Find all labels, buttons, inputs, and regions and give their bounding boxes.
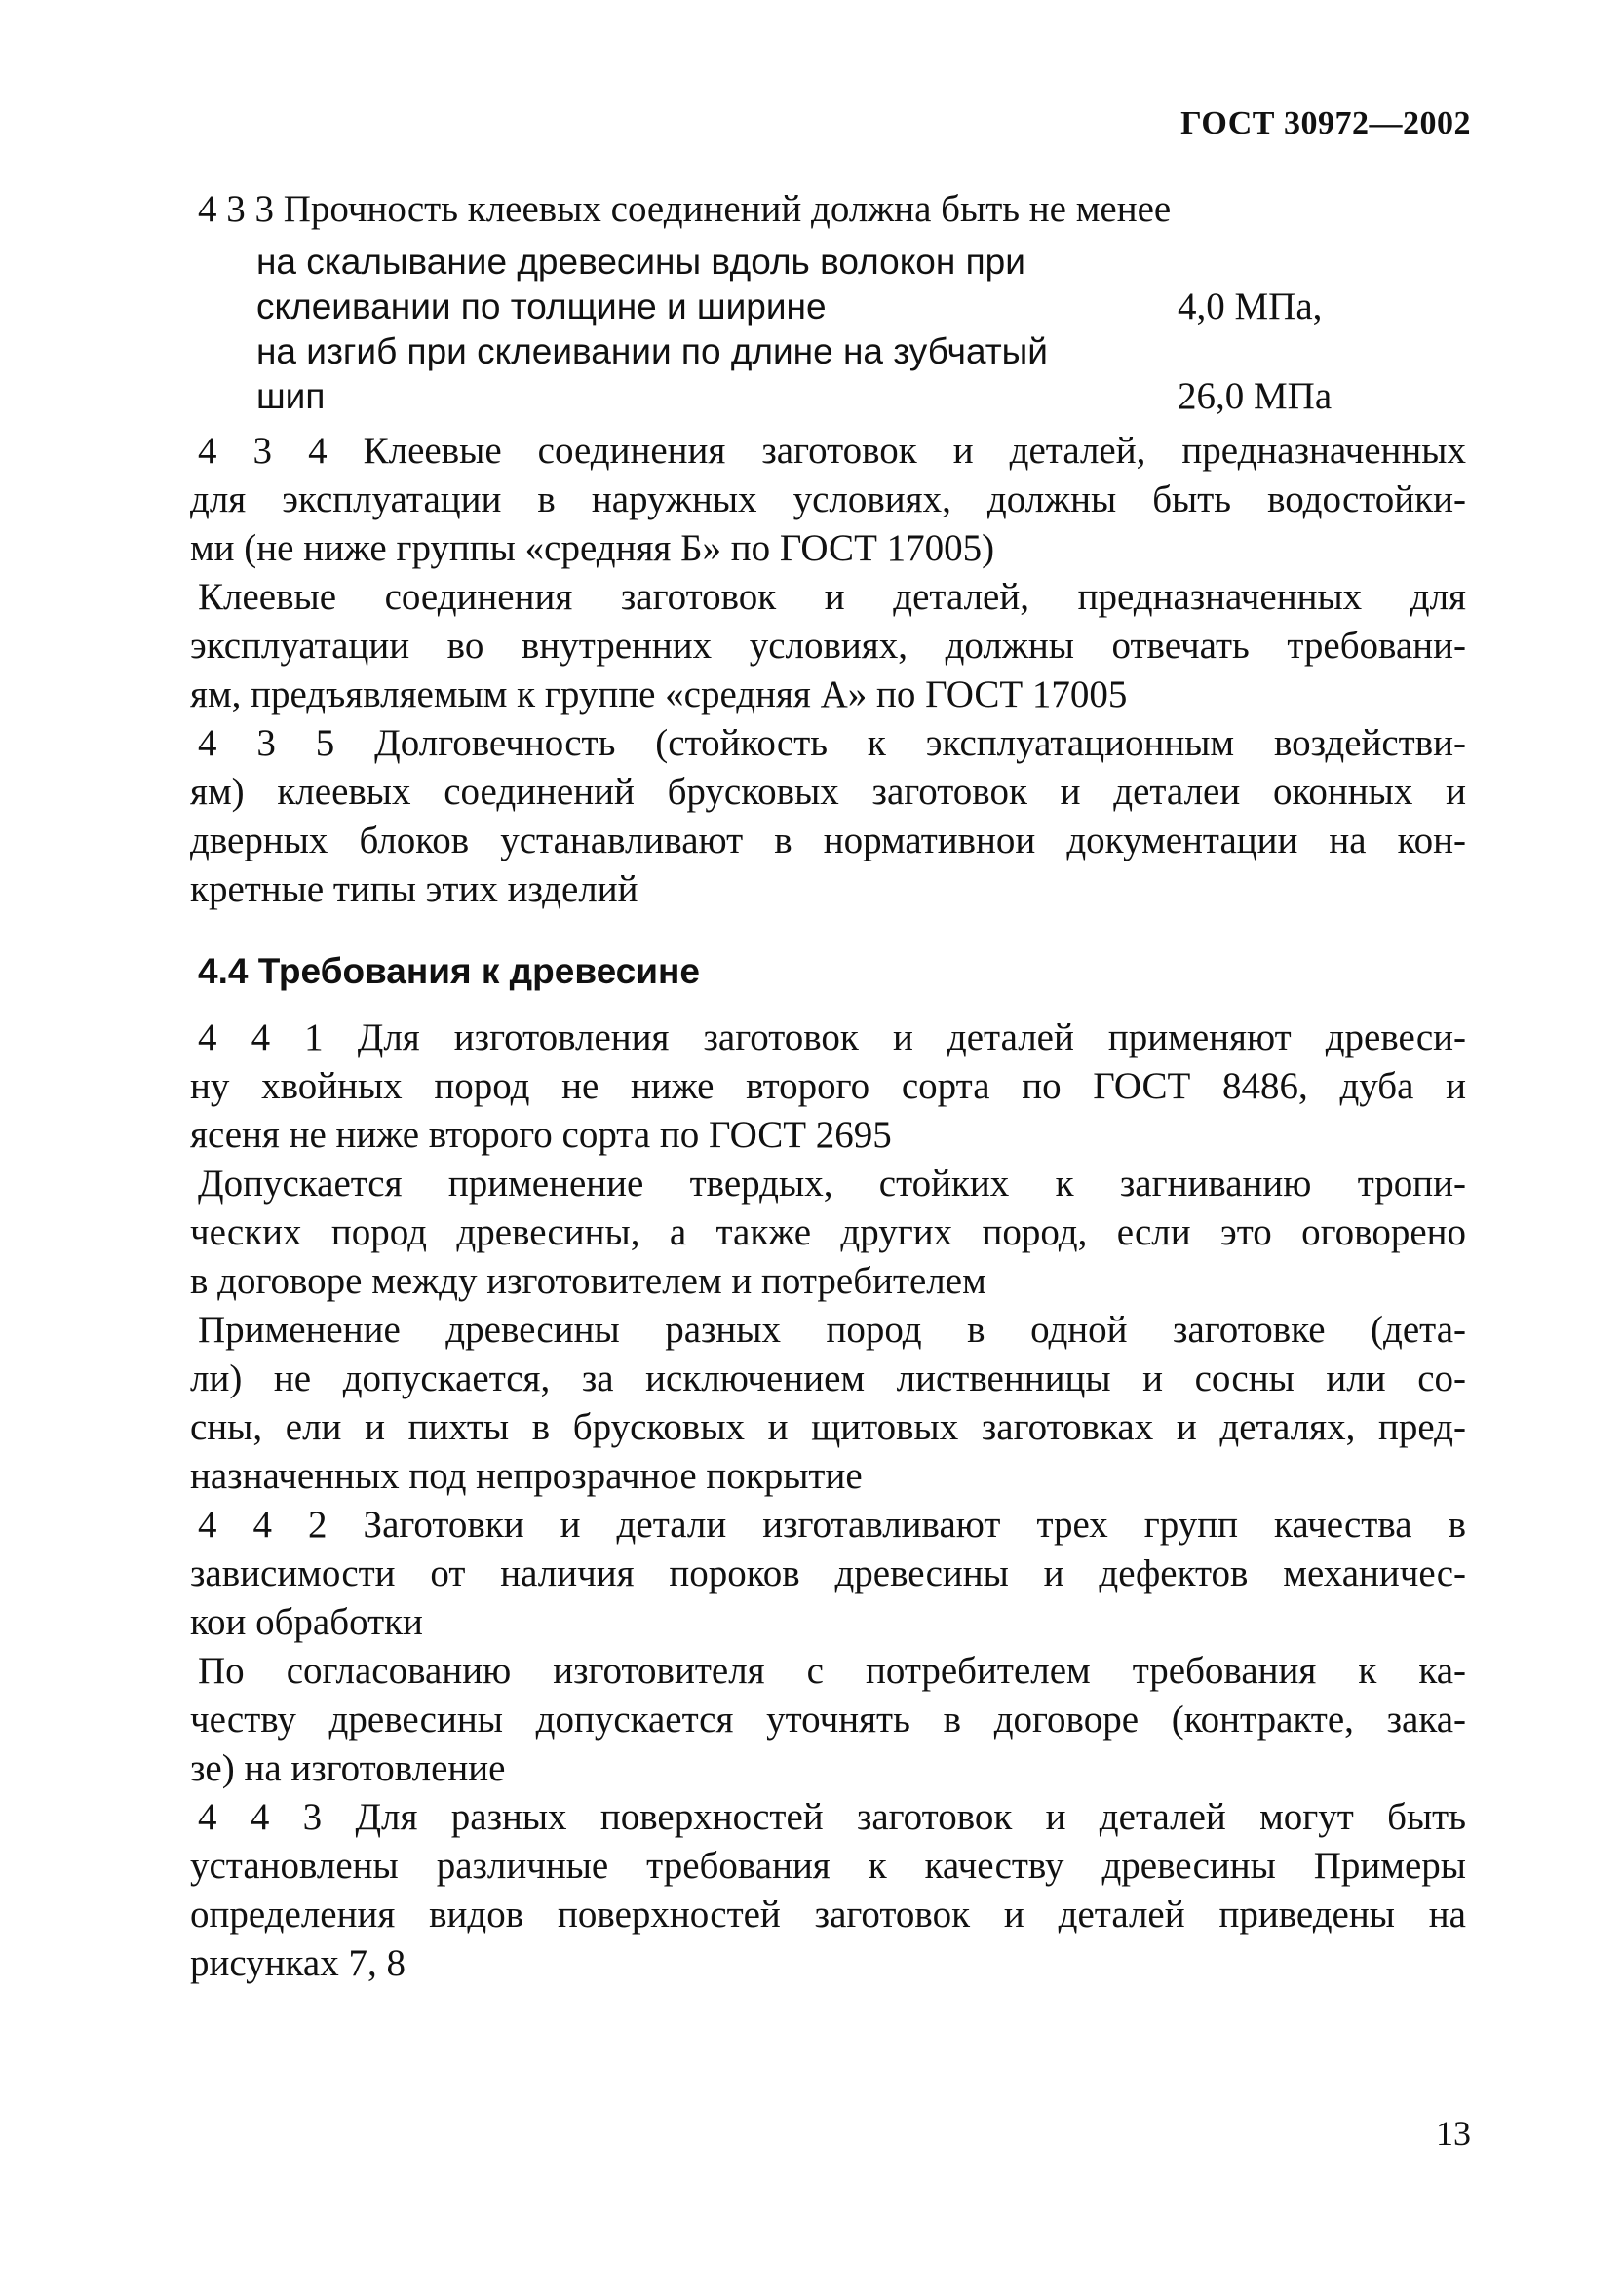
text-line: 4 4 1 Для изготовления заготовок и деталей применяют древеси- (198, 1016, 1466, 1058)
requirement-label: склеивании по толщине и ширине (256, 287, 827, 326)
text-line: кои обработки (190, 1601, 423, 1643)
clause-4-4-1 (190, 1014, 1470, 1160)
text-line: ческих пород древесины, а также других пород, если это оговорено (190, 1211, 1466, 1253)
text-line: ну хвойных пород не ниже второго сорта по ГОСТ 8486, дуба и (190, 1065, 1466, 1107)
text-line: зависимости от наличия пороков древесины и дефектов механичес- (190, 1552, 1466, 1594)
text-line: ям, предъявляемым к группе «средняя А» по ГОСТ 17005 (190, 673, 1128, 715)
text-line: Допускается применение твердых, стойких к загниванию тропи- (198, 1163, 1466, 1205)
text-line: Применение древесины разных пород в одной заготовке (дета- (198, 1309, 1466, 1351)
requirement-label: шип (256, 376, 326, 416)
text-line: ми (не ниже группы «средняя Б» по ГОСТ 17005) (190, 527, 995, 569)
clause-4-3-5 (190, 719, 1470, 914)
clause-4-4-1-paragraph-3 (190, 1306, 1470, 1501)
document-code-header: ГОСТ 30972—2002 (1180, 105, 1471, 141)
text-line: рисунках 7, 8 (190, 1942, 406, 1984)
requirement-label: на изгиб при склеивании по длине на зубчатый (256, 331, 1048, 371)
requirement-row (256, 285, 1397, 329)
text-line: ям) клеевых соединений брусковых заготовок и деталеи оконных и (190, 771, 1466, 813)
text-line: для эксплуатации в наружных условиях, должны быть водостойки- (190, 478, 1466, 520)
strength-requirements-list (256, 240, 1397, 419)
text-line: в договоре между изготовителем и потребителем (190, 1260, 986, 1302)
text-line: сны, ели и пихты в брусковых и щитовых заготовках и деталях, пред- (190, 1406, 1466, 1448)
clause-4-3-4-paragraph-2 (190, 573, 1470, 719)
requirement-row (256, 329, 1397, 374)
text-line: определения видов поверхностей заготовок и деталей приведены на (190, 1894, 1466, 1935)
clause-4-3-4 (190, 427, 1470, 573)
clause-4-4-2-paragraph-2 (190, 1647, 1470, 1793)
text-line: назначенных под непрозрачное покрытие (190, 1455, 863, 1497)
text-line: ли) не допускается, за исключением лиственницы и сосны или со- (190, 1358, 1466, 1399)
text-line: По согласованию изготовителя с потребителем требования к ка- (198, 1650, 1466, 1692)
text-line: ясеня не ниже второго сорта по ГОСТ 2695 (190, 1114, 892, 1156)
text-line: Клеевые соединения заготовок и деталей, предназначенных для (198, 576, 1466, 618)
clause-4-4-2 (190, 1501, 1470, 1647)
clause-4-4-1-paragraph-2 (190, 1160, 1470, 1306)
page-number: 13 (1436, 2114, 1471, 2153)
text-line: зе) на изготовление (190, 1747, 506, 1789)
page-body (190, 185, 1470, 1988)
clause-4-3-3 (198, 185, 1470, 419)
text-line: эксплуатации во внутренних условиях, должны отвечать требовани- (190, 625, 1466, 667)
requirement-label: на скалывание древесины вдоль волокон при (256, 242, 1025, 282)
requirement-row (256, 240, 1397, 285)
requirement-value: 4,0 МПа, (1178, 286, 1323, 327)
text-line: 4 4 3 Для разных поверхностей заготовок и деталей могут быть (198, 1796, 1466, 1838)
requirement-value: 26,0 МПа (1178, 375, 1333, 417)
requirement-row (256, 374, 1397, 419)
text-line: 4 3 5 Долговечность (стойкость к эксплуатационным воздействи- (198, 722, 1466, 764)
text-line: дверных блоков устанавливают в нормативнои документации на кон- (190, 820, 1466, 861)
clause-4-4-3 (190, 1793, 1470, 1988)
text-line: 4 3 4 Клеевые соединения заготовок и деталей, предназначенных (198, 430, 1466, 472)
text-line: честву древесины допускается уточнять в договоре (контракте, зака- (190, 1699, 1466, 1741)
text-line: 4 4 2 Заготовки и детали изготавливают трех групп качества в (198, 1504, 1466, 1546)
text-line: кретные типы этих изделий (190, 868, 638, 910)
text-line: установлены различные требования к качеству древесины Примеры (190, 1845, 1466, 1887)
section-heading: 4.4 Требования к древесине (198, 951, 700, 991)
clause-4-3-3-intro: 4 3 3 Прочность клеевых соединений должна быть не менее (198, 188, 1172, 230)
